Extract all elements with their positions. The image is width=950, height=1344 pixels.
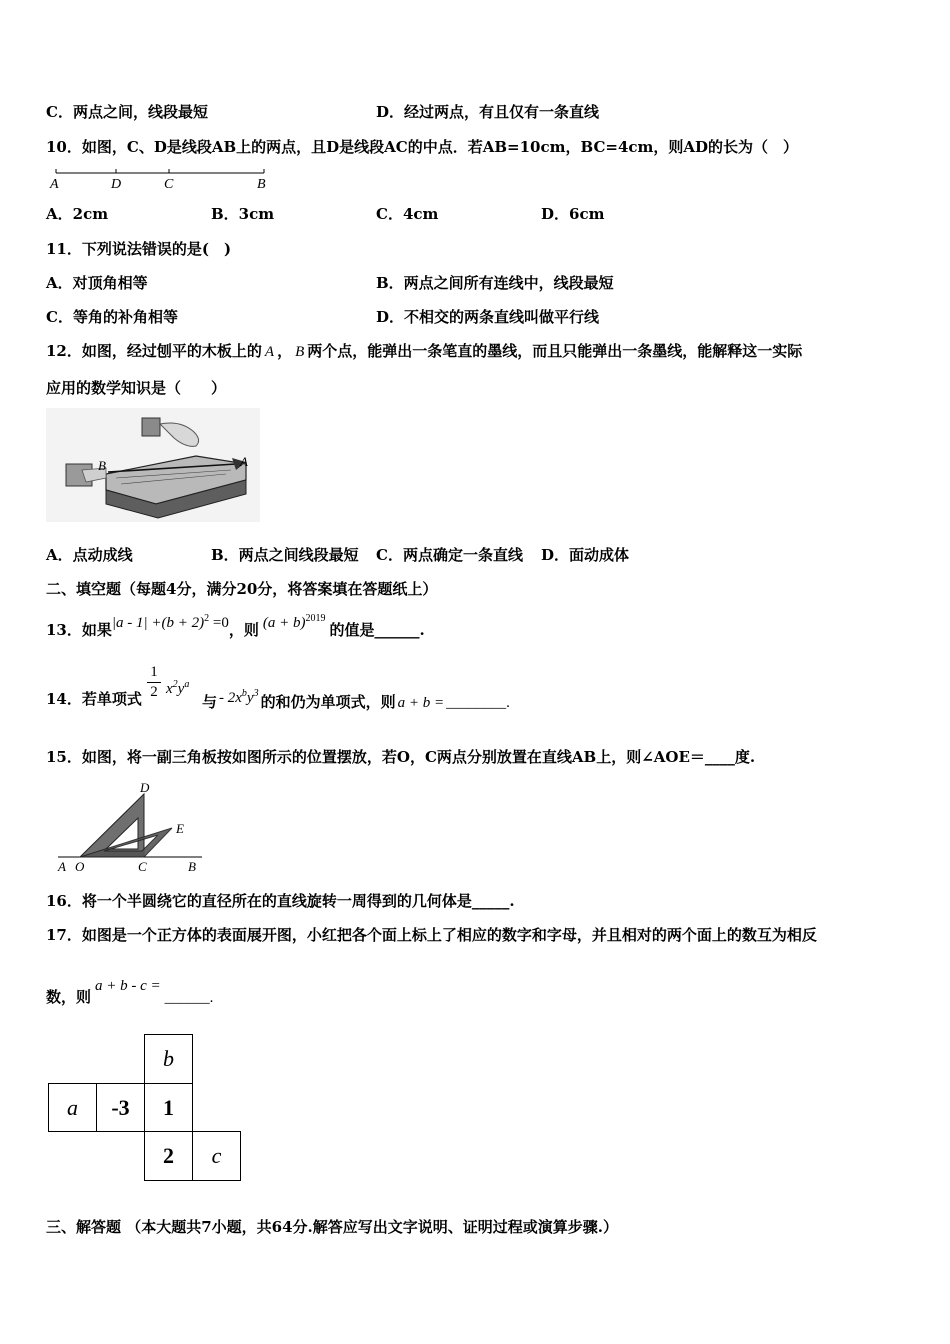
q11-option-a: A．对顶角相等 <box>46 274 148 292</box>
q12-stem-1b: 两个点，能弹出一条笔直的墨线，而且只能弹出一条墨线，能解释这一实际 <box>307 342 803 360</box>
q14-y2: y <box>246 690 254 706</box>
q13-line <box>46 613 425 640</box>
q14-fraction <box>147 663 161 702</box>
q12-stem-line1 <box>46 342 802 361</box>
q17-stem-line2 <box>46 978 214 1007</box>
q9-option-d: D．经过两点，有且仅有一条直线 <box>376 103 600 121</box>
q14-blank: ________. <box>446 695 510 711</box>
q13-expr: |a - 1| +(b + 2) <box>111 615 205 631</box>
q13-pre: 13．如果 <box>46 621 112 639</box>
q15-label-a: A <box>58 859 66 874</box>
q14-x1-exp: 2 <box>172 679 178 690</box>
q14-y1-exp: a <box>184 679 190 690</box>
q14-frac-num: 1 <box>150 664 158 680</box>
q12-comma: ， <box>277 342 293 360</box>
q12-option-d: D．面动成体 <box>541 546 630 564</box>
q14-term2: - 2x <box>219 690 242 706</box>
net-cell-2: 2 <box>144 1131 193 1181</box>
q14-post: 的和仍为单项式，则 <box>260 693 396 711</box>
q12-label-a: A <box>240 454 248 469</box>
q15-label-e: E <box>176 821 184 836</box>
q16-stem: 16．将一个半圆绕它的直径所在的直线旋转一周得到的几何体是_____. <box>46 892 515 910</box>
q15-label-d: D <box>140 781 150 795</box>
net-cell-1: 1 <box>144 1083 193 1132</box>
q13-eq: =0 <box>212 615 229 631</box>
q14-y2-exp: 3 <box>253 688 259 699</box>
q10-option-d: D．6cm <box>541 205 605 223</box>
q14-term1 <box>166 676 189 698</box>
section2-heading: 二、填空题（每题4分，满分20分，将答案填在答题纸上） <box>46 580 438 598</box>
q10-label-a: A <box>50 177 59 192</box>
q10-option-b: B．3cm <box>211 205 275 223</box>
q13-post: 的值是______. <box>329 621 425 639</box>
q12-plank-figure <box>46 408 260 522</box>
q13-exp2: 2 <box>204 613 210 624</box>
q17-stem-line1: 17．如图是一个正方体的表面展开图，小红把各个面上标上了相应的数字和字母，并且相对的两个面上的数互为相反 <box>46 926 817 944</box>
q11-option-d: D．不相交的两条直线叫做平行线 <box>376 308 600 326</box>
net-cell-a: a <box>48 1083 97 1132</box>
q14-y1: y <box>177 681 185 697</box>
q12-var-a: A <box>264 344 275 360</box>
q15-label-c: C <box>138 859 147 874</box>
q14-pre: 14．若单项式 <box>46 690 142 708</box>
q10-label-d: D <box>111 177 122 192</box>
q15-stem: 15．如图，将一副三角板按如图所示的位置摆放，若O，C两点分别放置在直线AB上，则∠AOE＝____度. <box>46 748 756 766</box>
q15-label-o: O <box>75 859 85 874</box>
q13-exp2019: 2019 <box>305 613 326 624</box>
net-cell-c: c <box>192 1131 241 1181</box>
q10-label-b: B <box>257 177 266 192</box>
q14-ab: a + b = <box>397 695 445 711</box>
q17-stem-2a: 数，则 <box>46 988 92 1006</box>
section3-heading: 三、解答题 （本大题共7小题，共64分.解答应写出文字说明、证明过程或演算步骤.） <box>46 1218 618 1236</box>
net-cell-b: b <box>144 1034 193 1084</box>
q14-line-rest <box>202 690 510 712</box>
q12-option-c: C．两点确定一条直线 <box>376 546 523 564</box>
q17-blank: ______. <box>164 990 214 1006</box>
q10-stem: 10．如图，C、D是线段AB上的两点，且D是线段AC的中点．若AB=10cm，BC=4cm，则AD的长为（ ） <box>46 138 799 156</box>
q10-label-c: C <box>164 177 174 192</box>
q12-option-a: A．点动成线 <box>46 546 133 564</box>
q14-frac-den: 2 <box>147 682 161 702</box>
q13-mid: ，则 <box>228 621 259 639</box>
q10-segment-figure <box>46 166 276 192</box>
q14-x2-exp: b <box>241 688 247 699</box>
q12-var-b: B <box>295 344 305 360</box>
q11-stem: 11．下列说法错误的是( ) <box>46 240 232 258</box>
net-cell-minus3: -3 <box>96 1083 145 1132</box>
q15-label-b: B <box>188 859 196 874</box>
q9-option-c: C．两点之间，线段最短 <box>46 103 208 121</box>
q12-option-b: B．两点之间线段最短 <box>211 546 359 564</box>
q14-x1: x <box>166 681 173 697</box>
q12-stem-line2: 应用的数学知识是（ ） <box>46 379 227 397</box>
q15-triangle-figure <box>54 781 214 875</box>
q10-option-a: A．2cm <box>46 205 109 223</box>
q11-option-b: B．两点之间所有连线中，线段最短 <box>376 274 614 292</box>
q12-label-b: B <box>98 458 106 473</box>
q17-expr: a + b - c = <box>95 978 161 994</box>
q11-option-c: C．等角的补角相等 <box>46 308 178 326</box>
q10-option-c: C．4cm <box>376 205 439 223</box>
q14-mid: 与 <box>202 693 218 711</box>
q13-expr2: (a + b) <box>262 615 306 631</box>
q12-stem-1a: 12．如图，经过刨平的木板上的 <box>46 342 262 360</box>
